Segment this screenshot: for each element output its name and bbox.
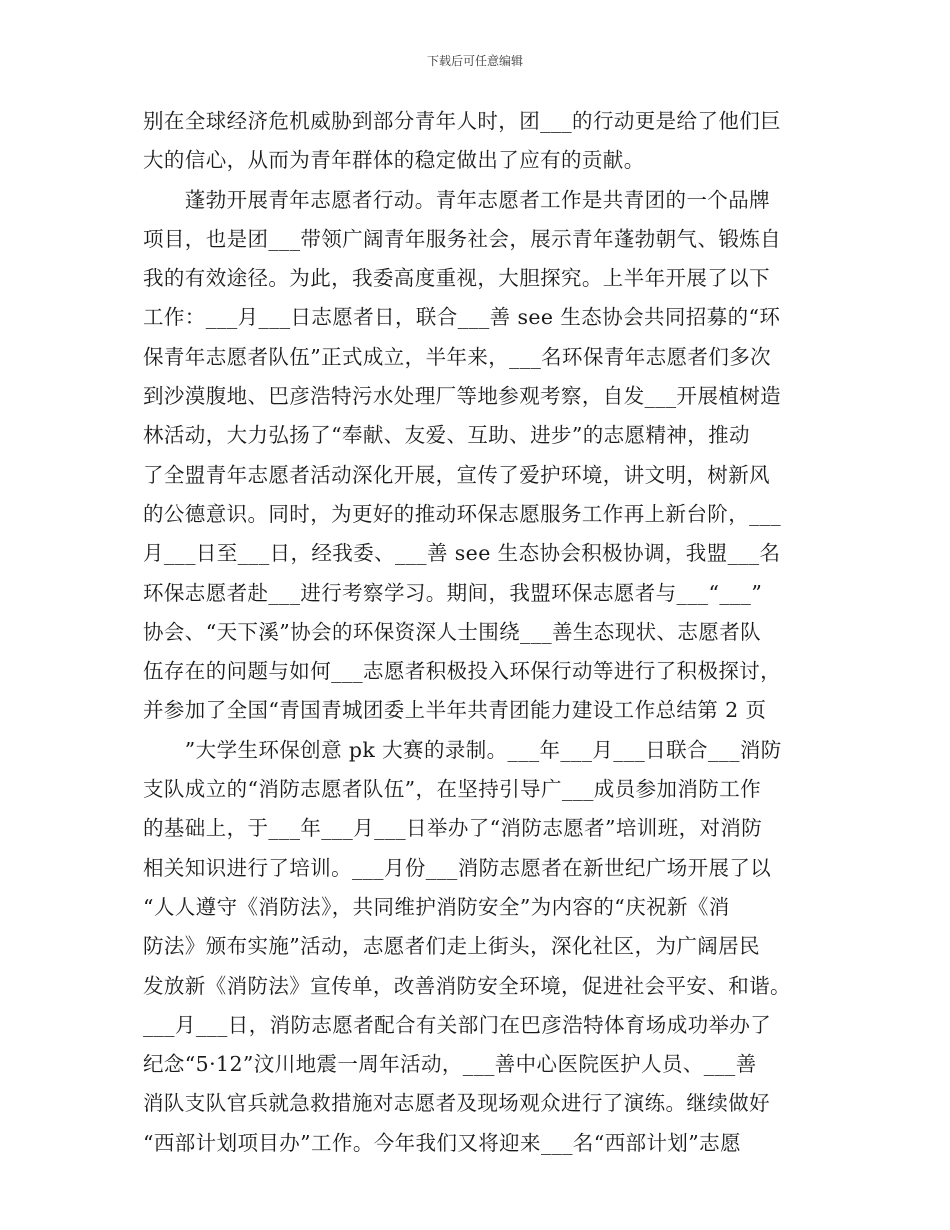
text-line: 协会、“天下溪”协会的环保资深人士围绕___善生态现状、志愿者队	[143, 619, 762, 644]
text-line: 消队支队官兵就急救措施对志愿者及现场观众进行了演练。继续做好	[143, 1091, 770, 1116]
text-line: 我的有效途径。为此，我委高度重视，大胆探究。上半年开展了以下	[143, 266, 770, 291]
text-line: 并参加了全国“青国青城团委上半年共青团能力建设工作总结第 2 页	[143, 698, 767, 723]
text-line: 蓬勃开展青年志愿者行动。青年志愿者工作是共青团的一个品牌	[143, 187, 770, 212]
text-line: 月___日至___日，经我委、___善 see 生态协会积极协调，我盟___名	[143, 541, 781, 566]
text-line: 别在全球经济危机威胁到部分青年人时，团___的行动更是给了他们巨	[143, 109, 782, 133]
text-line: ”大学生环保创意 pk 大赛的录制。___年___月___日联合___消防	[143, 737, 782, 762]
text-line: 的基础上，于___年___月___日举办了“消防志愿者”培训班，对消防	[143, 816, 763, 841]
text-line: 伍存在的问题与如何___志愿者积极投入环保行动等进行了积极探讨，	[143, 659, 782, 684]
text-line: 了全盟青年志愿者活动深化开展，宣传了爱护环境，讲文明，树新风	[143, 462, 770, 487]
text-line: 防法》颁布实施”活动，志愿者们走上街头，深化社区，为广阔居民	[143, 934, 760, 959]
text-line: 林活动，大力弘扬了“奉献、友爱、互助、进步”的志愿精神，推动	[143, 423, 750, 448]
text-line: 大的信心，从而为青年群体的稳定做出了应有的贡献。	[143, 148, 645, 173]
text-line: 相关知识进行了培训。___月份___消防志愿者在新世纪广场开展了以	[143, 855, 772, 880]
document-body	[143, 102, 813, 1163]
text-line: 工作：___月___日志愿者日，联合___善 see 生态协会共同招募的“环	[143, 305, 781, 330]
text-line: 支队成立的“消防志愿者队伍”，在坚持引导广___成员参加消防工作	[143, 777, 762, 802]
text-line: 发放新《消防法》宣传单，改善消防安全环境，促进社会平安、和谐。	[143, 973, 791, 998]
text-line: 项目，也是团___带领广阔青年服务社会，展示青年蓬勃朝气、锻炼自	[143, 226, 782, 251]
text-line: ___月___日，消防志愿者配合有关部门在巴彦浩特体育场成功举办了	[143, 1012, 772, 1037]
text-line: 保青年志愿者队伍”正式成立，半年来，___名环保青年志愿者们多次	[143, 344, 772, 369]
text-line: 环保志愿者赴___进行考察学习。期间，我盟环保志愿者与___“___”	[143, 580, 763, 605]
text-line: 纪念“5·12”汶川地震一周年活动，___善中心医院医护人员、___善	[143, 1052, 757, 1077]
text-line: 的公德意识。同时，为更好的推动环保志愿服务工作再上新台阶，___	[143, 501, 782, 526]
text-line: 到沙漠腹地、巴彦浩特污水处理厂等地参观考察，自发___开展植树造	[143, 384, 782, 409]
text-line: “西部计划项目办”工作。今年我们又将迎来___名“西部计划”志愿	[143, 1130, 741, 1155]
page-header: 下载后可任意编辑	[426, 54, 523, 68]
text-line: “人人遵守《消防法》，共同维护消防安全”为内容的“庆祝新《消	[143, 894, 730, 919]
